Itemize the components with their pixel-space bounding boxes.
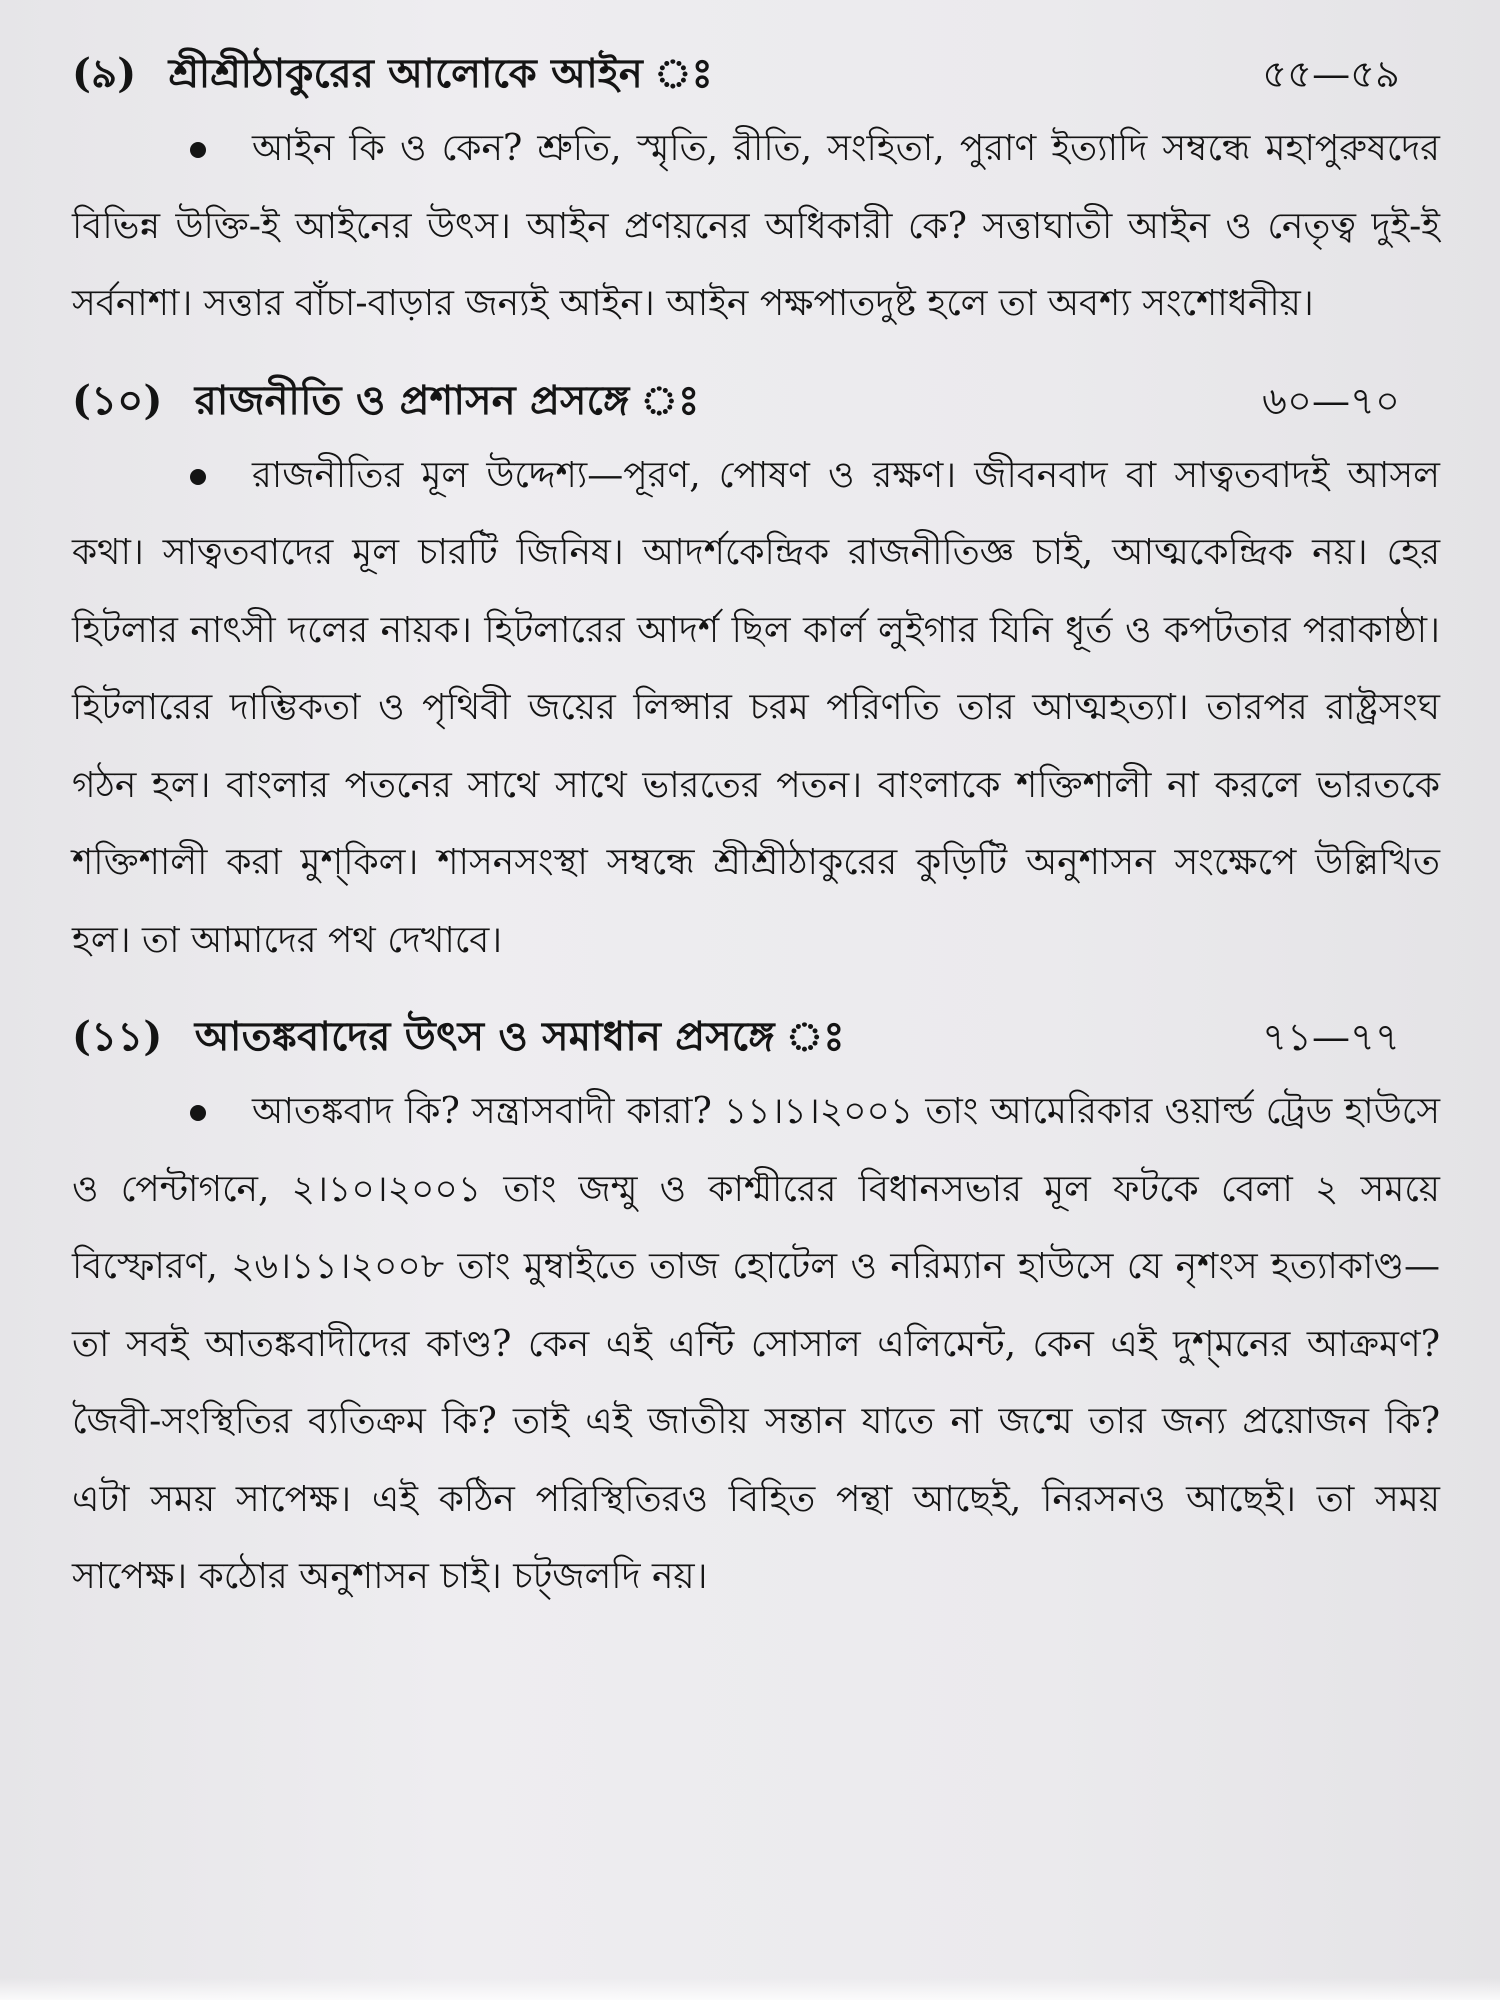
bullet-icon [190,142,206,158]
section-number: (৯) [72,50,137,97]
page-range: ৭১—৭৭ [1262,1015,1400,1059]
section-heading [72,365,1440,437]
section-summary [72,437,1440,980]
section-summary-text: রাজনীতির মূল উদ্দেশ্য—পূরণ, পোষণ ও রক্ষণ। জীবনবাদ বা সাত্বতবাদই আসল কথা। সাত্বতবাদের মূল চারটি জিনিষ। আদর্শকেন্দ্রিক রাজনীতিজ্ঞ চাই, আত্মকেন্দ্রিক নয়। হের হিটলার নাৎসী দলের নায়ক। হিটলারের আদর্শ ছিল কার্ল লুইগার যিনি ধূর্ত ও কপটতার পরাকাষ্ঠা। হিটলারের দাম্ভিকতা ও পৃথিবী জয়ের লিপ্সার চরম পরিণতি তার আত্মহত্যা। তারপর রাষ্ট্রসংঘ গঠন হল। বাংলার পতনের সাথে সাথে ভারতের পতন। বাংলাকে শক্তিশালী না করলে ভারতকে শক্তিশালী করা মুশ্‌কিল। শাসনসংস্থা সম্বন্ধে শ্রীশ্রীঠাকুরের কুড়িটি অনুশাসন সংক্ষেপে উল্লিখিত হল। তা আমাদের পথ দেখাবে। [72,454,1440,961]
section-11 [72,1001,1440,1616]
section-title: শ্রীশ্রীঠাকুরের আলোকে আইন ঃ [168,50,714,97]
page-range: ৬০—৭০ [1262,378,1400,423]
section-number: (১১) [72,1013,163,1060]
section-title: আতঙ্কবাদের উৎস ও সমাধান প্রসঙ্গে ঃ [194,1013,845,1060]
section-heading [72,1001,1440,1073]
bullet-icon [190,469,206,485]
section-summary-text: আইন কি ও কেন? শ্রুতি, স্মৃতি, রীতি, সংহিতা, পুরাণ ইত্যাদি সম্বন্ধে মহাপুরুষদের বিভিন্ন উক্তি-ই আইনের উৎস। আইন প্রণয়নের অধিকারী কে? সত্তাঘাতী আইন ও নেতৃত্ব দুই-ই সর্বনাশা। সত্তার বাঁচা-বাড়ার জন্যই আইন। আইন পক্ষপাতদুষ্ট হলে তা অবশ্য সংশোধনীয়। [72,128,1440,324]
section-10 [72,365,1440,980]
section-summary [72,110,1440,343]
section-9 [72,38,1440,343]
section-number: (১০) [72,376,163,424]
bullet-icon [190,1105,206,1121]
page-range: ৫৫—৫৯ [1262,52,1400,96]
section-summary [72,1073,1440,1616]
section-summary-text: আতঙ্কবাদ কি? সন্ত্রাসবাদী কারা? ১১।১।২০০১ তাং আমেরিকার ওয়ার্ল্ড ট্রেড হাউসে ও পেন্টাগনে, ২।১০।২০০১ তাং জম্মু ও কাশ্মীরের বিধানসভার মূল ফটকে বেলা ২ সময়ে বিস্ফোরণ, ২৬।১১।২০০৮ তাং মুম্বাইতে তাজ হোটেল ও নরিম্যান হাউসে যে নৃশংস হত্যাকাণ্ড—তা সবই আতঙ্কবাদীদের কাণ্ড? কেন এই এন্টি সোসাল এলিমেন্ট, কেন এই দুশ্‌মনের আক্রমণ? জৈবী-সংস্থিতির ব্যতিক্রম কি? তাই এই জাতীয় সন্তান যাতে না জন্মে তার জন্য প্রয়োজন কি? এটা সময় সাপেক্ষ। এই কঠিন পরিস্থিতিরও বিহিত পন্থা আছেই, নিরসনও আছেই। তা সময় সাপেক্ষ। কঠোর অনুশাসন চাই। চট্‌জলদি নয়। [72,1091,1440,1597]
section-title: রাজনীতি ও প্রশাসন প্রসঙ্গে ঃ [194,376,700,424]
section-heading [72,38,1440,110]
